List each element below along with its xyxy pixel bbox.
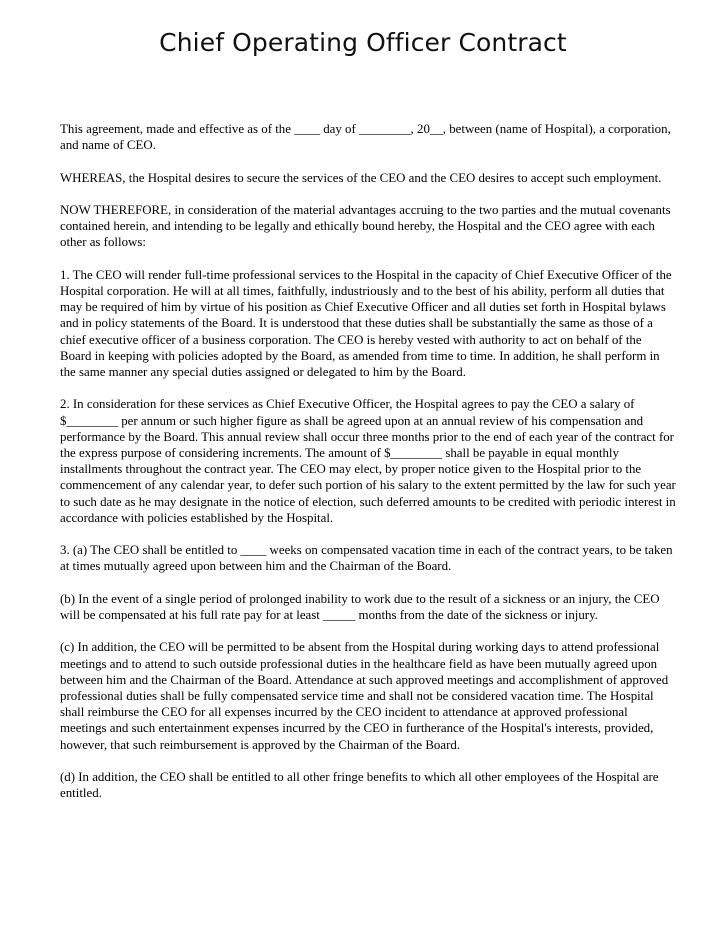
paragraph-section-3a: 3. (a) The CEO shall be entitled to ____ weeks on compensated vacation time in each of the contract years, to be taken at times mutually agreed upon between him and the Chairman of the Board. <box>60 543 673 574</box>
paragraph-section-3c: (c) In addition, the CEO will be permitted to be absent from the Hospital during working days to attend professional meetings and to attend to such outside professional duties in the healthcare field as have been mutually agreed upon between him and the Chairman of the Board. Attendance at such approved meetings and accomplishment of approved professional duties shall be fully compensated service time and shall not be considered vacation time. The Hospital shall reimburse the CEO for all expenses incurred by the CEO incident to attendance at approved professional meetings and such entertainment expenses incurred by the CEO in furtherance of the Hospital's interests, provided, however, that such reimbursement is approved by the Chairman of the Board. <box>60 640 669 752</box>
paragraph-now-therefore: NOW THEREFORE, in consideration of the material advantages accruing to the two parties and the mutual covenants contained herein, and intending to be legally and ethically bound hereby, the Hospital and the CEO agree with each other as follows: <box>60 202 671 250</box>
paragraph-section-3d: (d) In addition, the CEO shall be entitled to all other fringe benefits to which all other employees of the Hospital are entitled. <box>60 770 659 801</box>
paragraph-section-3b: (b) In the event of a single period of prolonged inability to work due to the result of a sickness or an injury, the CEO will be compensated at his full rate pay for at least _____ months from the date of the sickness or injury. <box>60 591 660 622</box>
paragraph-whereas: WHEREAS, the Hospital desires to secure the services of the CEO and the CEO desires to accept such employment. <box>60 170 662 185</box>
paragraph-section-2: 2. In consideration for these services as Chief Executive Officer, the Hospital agrees to pay the CEO a salary of $________ per annum or such higher figure as shall be agreed upon at an annual review of his compensation and performance by the Board. This annual review shall occur three months prior to the end of each year of the contract for the express purpose of considering increments. The amount of $________ shall be payable in equal monthly installments throughout the contract year. The CEO may elect, by proper notice given to the Hospital prior to the commencement of any calendar year, to defer such portion of his salary to the extent permitted by the law for such year to such date as he may designate in the notice of election, such deferred amounts to be credited with periodic interest in accordance with policies established by the Hospital. <box>60 397 676 525</box>
paragraph-preamble: This agreement, made and effective as of the ____ day of ________, 20__, between (name of Hospital), a corporation, and name of CEO. <box>60 122 671 153</box>
paragraph-section-1: 1. The CEO will render full-time professional services to the Hospital in the capacity of Chief Executive Officer of the Hospital corporation. He will at all times, faithfully, industriously and to the best of his ability, perform all duties that may be required of him by virtue of his position as Chief Executive Officer and all duties set forth in Hospital bylaws and in policy statements of the Board. It is understood that these duties shall be substantially the same as those of a chief executive officer of a business corporation. The CEO is hereby vested with authority to act on behalf of the Board in keeping with policies adopted by the Board, as amended from time to time. In addition, he shall perform in the same manner any special duties assigned or delegated to him by the Board. <box>60 267 672 379</box>
document-title: Chief Operating Officer Contract <box>159 28 567 57</box>
document-body <box>60 121 676 818</box>
